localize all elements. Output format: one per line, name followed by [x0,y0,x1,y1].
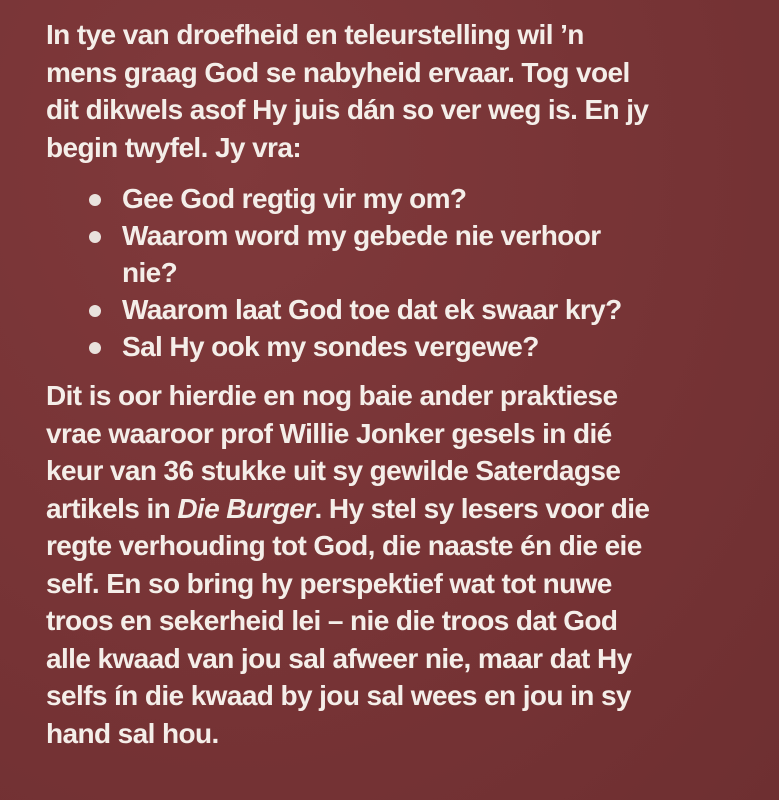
body-line: vrae waaroor prof Willie Jonker gesels in dié [46,417,612,449]
newspaper-title: Die Burger [177,492,315,524]
question-item [122,217,759,291]
body-line: selfs ín die kwaad by jou sal wees en jou in sy [46,680,631,711]
question-text: Waarom word my gebede nie verhoor [122,220,601,251]
body-line: alle kwaad van jou sal afweer nie, maar dat Hy [46,642,632,674]
question-text: Gee God regtig vir my om? [122,183,467,214]
question-item [122,180,759,217]
bullet-dot-icon [89,231,101,243]
intro-line: In tye van droefheid en teleurstelling wil ’n [46,19,584,50]
intro-line: dit dikwels asof Hy juis dán so ver weg is. En jy [46,94,649,125]
body-line: hand sal hou. [46,717,219,749]
body-line: self. En so bring hy perspektief wat tot nuwe [46,567,612,599]
question-list [46,180,759,365]
intro-paragraph [46,16,759,166]
intro-line: begin twyfel. Jy vra: [46,131,302,163]
question-text: nie? [122,257,178,288]
bullet-dot-icon [89,305,101,317]
body-line: keur van 36 stukke uit sy gewilde Saterdagse [46,455,621,486]
bullet-dot-icon [89,342,101,354]
body-text-segment: artikels in [46,492,178,524]
body-paragraph [46,377,759,752]
body-text-segment: . Hy stel sy lesers voor die [314,492,650,524]
question-text: Waarom laat God toe dat ek swaar kry? [122,294,622,325]
body-line [46,490,759,528]
body-line: Dit is oor hierdie en nog baie ander praktiese [46,380,618,411]
intro-line: mens graag God se nabyheid ervaar. Tog voel [46,56,630,88]
question-item [122,328,759,365]
question-item [122,291,759,328]
bullet-dot-icon [89,194,101,206]
question-text: Sal Hy ook my sondes vergewe? [122,331,539,362]
body-line: regte verhouding tot God, die naaste én die eie [46,530,642,561]
body-line: troos en sekerheid lei – nie die troos dat God [46,605,618,636]
